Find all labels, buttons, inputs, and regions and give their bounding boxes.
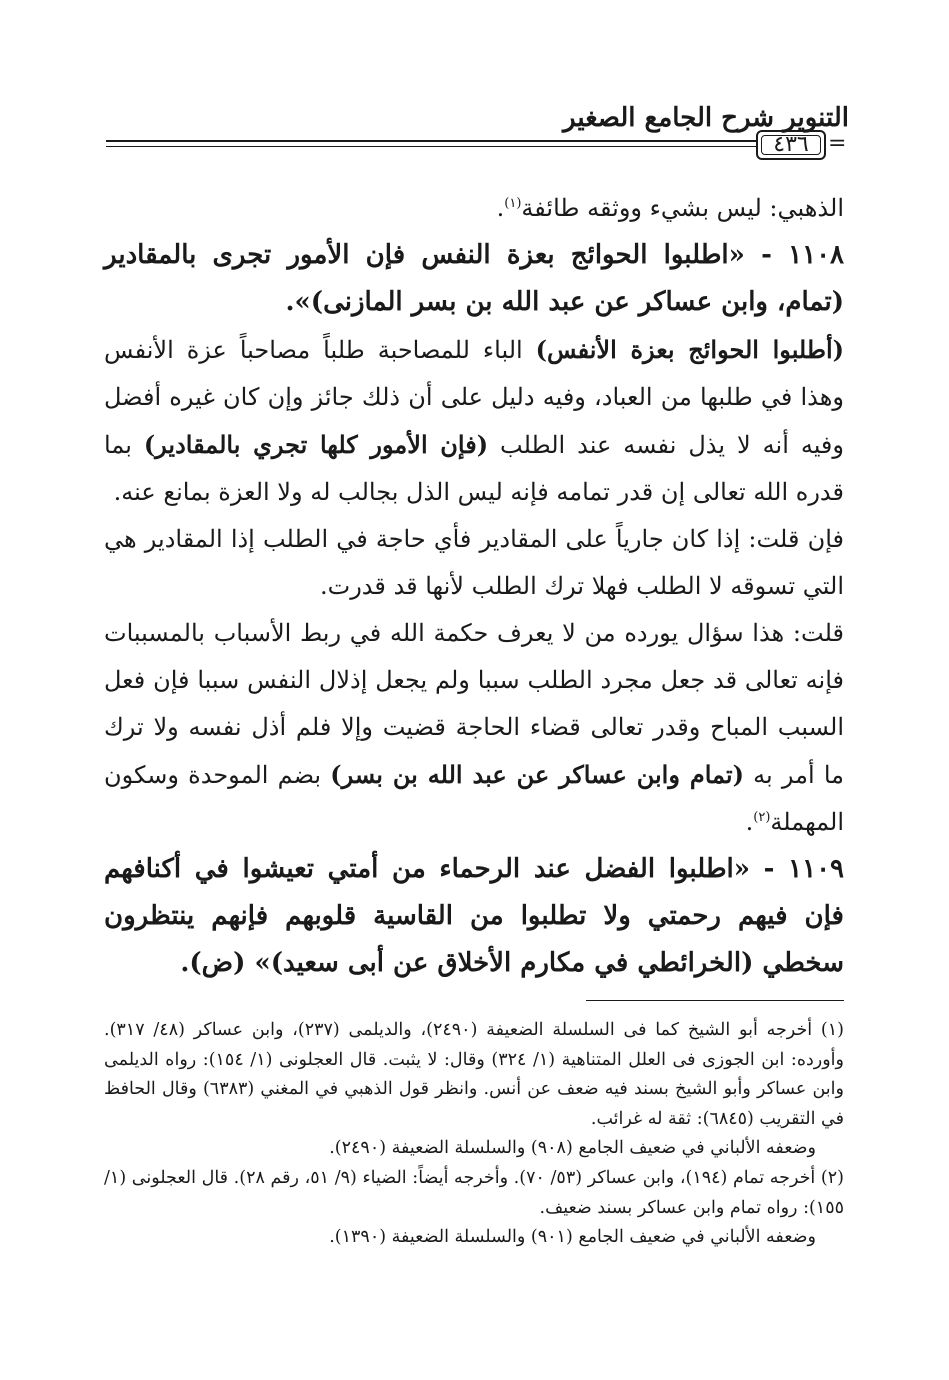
- quote-source: (تمام وابن عساكر عن عبد الله بن بسر): [330, 760, 744, 789]
- header-ornament: =: [828, 131, 847, 156]
- paragraph-explanation: [104, 326, 844, 516]
- footnotes: [104, 1016, 844, 1253]
- running-header-title: التنوير شرح الجامع الصغير: [563, 103, 849, 133]
- footnote-2-continuation: وضعفه الألباني في ضعيف الجامع (٩٠١) والسلسلة الضعيفة (١٣٩٠).: [329, 1227, 816, 1248]
- footnote-ref-2: (٢): [753, 810, 771, 825]
- page-number: ٤٣٦: [773, 132, 809, 157]
- explanation-text-a: الباء للمصاحبة طلباً مصاحباً عزة الأنفس وهذا في طلبها من العباد، وفيه دليل على أن ذلك جائز وإن كان غيره أفضل وفيه أنه لا يذل نفسه عند الطلب: [104, 336, 844, 459]
- answer-text-a: قلت: هذا سؤال يورده من لا يعرف حكمة الله في ربط الأسباب بالمسببات فإنه تعالى قد جعل مجرد الطلب سببا ولم يجعل إذلال النفس سببا فإن فعل السبب المباح وقدر تعالى قضاء الحاجة قضيت وإلا فلم أذل نفسه ولا ترك ما أمر به: [104, 619, 845, 789]
- explanation-text-b: بما قدره الله تعالى إن قدر تمامه فإنه ليس الذل بجالب له ولا العزة بمانع عنه.: [104, 431, 844, 506]
- main-text: [104, 185, 844, 987]
- footnote-separator: [586, 1000, 844, 1001]
- paragraph-answer: [104, 610, 844, 846]
- paragraph-question: فإن قلت: إذا كان جارياً على المقادير فأي حاجة في الطلب إذا المقادير هي التي تسوقه لا الطلب فهلا ترك الطلب لأنها قد قدرت.: [104, 525, 845, 600]
- paragraph-dhahabi: [104, 185, 844, 232]
- answer-end: .: [745, 808, 754, 836]
- header-rule-thick: [106, 140, 756, 142]
- footnote-ref-1: (١): [504, 196, 522, 211]
- answer-text-b: بضم الموحدة وسكون المهملة: [104, 761, 844, 836]
- hadith-1109: ١١٠٩ - «اطلبوا الفضل عند الرحماء من أمتي تعيشوا في أكنافهم فإن فيهم رحمتي ولا تطلبوا من القاسية قلوبهم فإنهم ينتظرون سخطي (الخرائطي في مكارم الأخلاق عن أبى سعيد)» (ض).: [104, 854, 844, 978]
- dhahabi-text: الذهبي: ليس بشيء ووثقه طائفة: [521, 194, 844, 222]
- hadith-1108: ١١٠٨ - «اطلبوا الحوائج بعزة النفس فإن الأمور تجرى بالمقادير (تمام، وابن عساكر عن عبد الله بن بسر المازنى)».: [104, 240, 844, 317]
- footnote-1-continuation: وضعفه الألباني في ضعيف الجامع (٩٠٨) والسلسلة الضعيفة (٢٤٩٠).: [329, 1138, 816, 1159]
- header-rule-thin: [106, 146, 756, 147]
- footnote-2: (٢) أخرجه تمام (١٩٤)، وابن عساكر (٥٣/ ٧٠). وأخرجه أيضاً: الضياء (٩/ ٥١، رقم ٢٨). قال العجلونى (١/ ١٥٥): رواه تمام وابن عساكر بسند ضعيف.: [104, 1167, 844, 1218]
- footnote-1: (١) أخرجه أبو الشيخ كما فى السلسلة الضعيفة (٢٤٩٠)، والديلمى (٢٣٧)، وابن عساكر (٤٨/ ٣١٧). وأورده: ابن الجوزى فى العلل المتناهية (١/ ٣٢٤) وقال: لا يثبت. قال العجلونى (١/ ١٥٤): رواه الديلمى وابن عساكر وأبو الشيخ بسند فيه ضعف عن أنس. وانظر قول الذهبي في المغني (٦٣٨٣) وقال الحافظ في التقريب (٦٨٤٥): ثقة له غرائب.: [104, 1020, 844, 1129]
- quote-atlubu: (أطلبوا الحوائج بعزة الأنفس): [535, 335, 844, 364]
- dhahabi-end: .: [496, 194, 505, 222]
- page-number-box: [756, 130, 826, 160]
- quote-maqadir: (فإن الأمور كلها تجري بالمقادير): [143, 430, 489, 459]
